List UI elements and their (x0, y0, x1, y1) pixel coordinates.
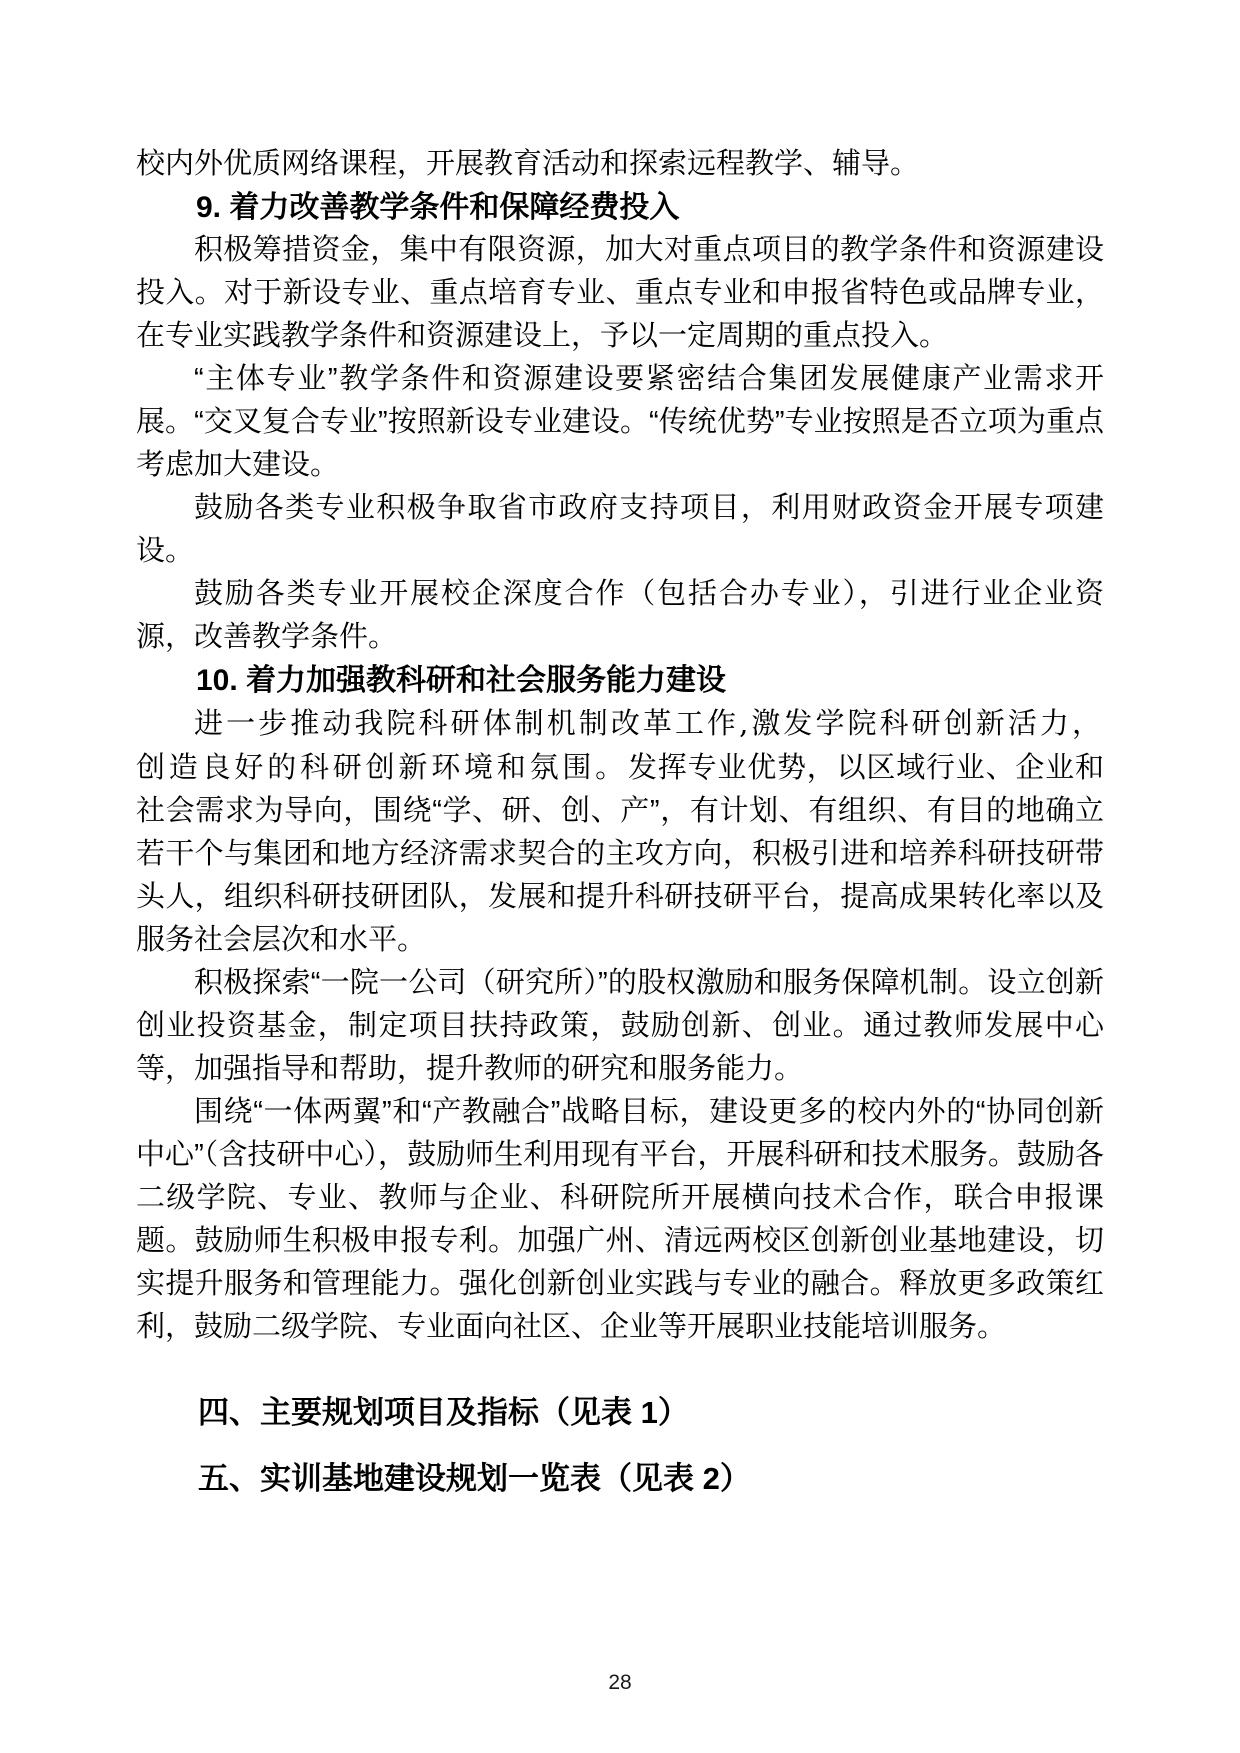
kaiti-text-segment: 进一步推动我院科研体制机制改革工作,激发学院科研创新活力，创造良好的科研创新环境和氛围。 (136, 706, 1104, 784)
paragraph-innovation-centers: 围绕“一体两翼”和“产教融合”战略目标，建设更多的校内外的“协同创新中心”（含技研中心），鼓励师生利用现有平台，开展科研和技术服务。鼓励各二级学院、专业、教师与企业、科研院所开展横向技术合作，联合申报课题。鼓励师生积极申报专利。加强广州、清远两校区创新创业基地建设，切实提升服务和管理能力。强化创新创业实践与专业的融合。释放更多政策红利，鼓励二级学院、专业面向社区、企业等开展职业技能培训服务。 (136, 1096, 1104, 1343)
paragraph-funding: 积极筹措资金，集中有限资源，加大对重点项目的教学条件和资源建设投入。对于新设专业、重点培育专业、重点专业和申报省特色或品牌专业，在专业实践教学条件和资源建设上，予以一定周期的重点投入。 (136, 234, 1104, 352)
sub-heading-10: 10. 着力加强教科研和社会服务能力建设 (196, 664, 727, 697)
paragraph-government-support: 鼓励各类专业积极争取省市政府支持项目，利用财政资金开展专项建设。 (136, 492, 1104, 567)
paragraph-research-reform (136, 702, 1104, 962)
section-heading-5: 五、实训基地建设规划一览表（见表 2） (198, 1461, 751, 1496)
document-body (136, 143, 1104, 1501)
page-number: 28 (608, 1671, 632, 1694)
paragraph-continuation: 校内外优质网络课程，开展教育活动和探索远程教学、辅导。 (136, 148, 920, 180)
body-text-segment: 发挥专业优势，以区域行业、企业和社会需求为导向，围绕“学、研、创、产”，有计划、有组织、有目的地确立若干个与集团和地方经济需求契合的主攻方向，积极引进和培养科研技研带头人，组织科研技研团队，发展和提升科研技研平台，提高成果转化率以及服务社会层次和水平。 (136, 752, 1104, 956)
section-heading-4: 四、主要规划项目及指标（见表 1） (198, 1395, 689, 1430)
paragraph-school-enterprise: 鼓励各类专业开展校企深度合作（包括合办专业），引进行业企业资源，改善教学条件。 (136, 578, 1104, 653)
sub-heading-9: 9. 着力改善教学条件和保障经费投入 (196, 191, 680, 224)
paragraph-incentive-mechanism: 积极探索“一院一公司（研究所）”的股权激励和服务保障机制。设立创新创业投资基金，制定项目扶持政策，鼓励创新、创业。通过教师发展中心等，加强指导和帮助，提升教师的研究和服务能力。 (136, 967, 1104, 1085)
paragraph-major-types: “主体专业”教学条件和资源建设要紧密结合集团发展健康产业需求开展。“交叉复合专业”按照新设专业建设。“传统优势”专业按照是否立项为重点考虑加大建设。 (136, 363, 1104, 481)
